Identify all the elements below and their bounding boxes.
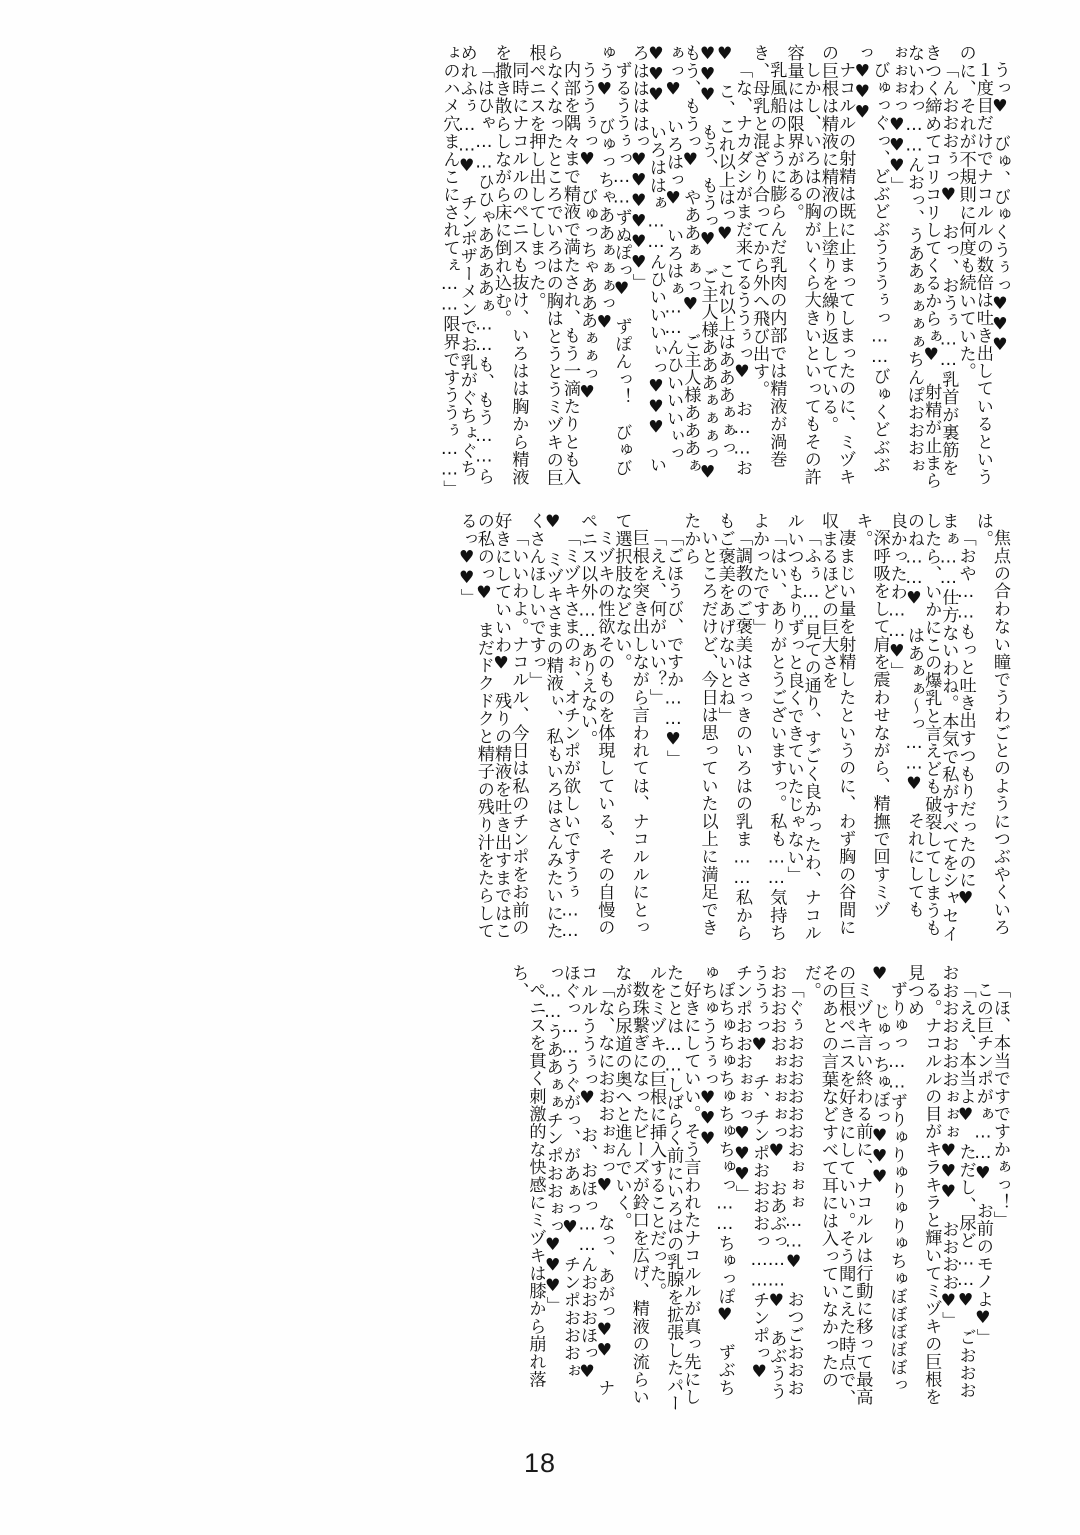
text-block-lower	[96, 964, 1008, 1414]
text-block-upper	[96, 44, 1010, 501]
text-block-middle	[96, 512, 1008, 944]
text-paragraph: 「ほ、本当ですですかぁっ！」	[990, 981, 1010, 1229]
text-paragraph: 「ミヅキさまのぉ、オチンポが欲しいですうぅ……♥ ミヅキさまの精液ぃ、私もいろはさんみたいにたくさんほしいですっ」	[525, 512, 580, 942]
text-paragraph: うううぅっ♥ びゅっちゃあああぁぁっ♥	[577, 61, 598, 403]
text-paragraph: ミヅキ言い終わる前に、ナコルルは行動に移って最高の巨根ペニスを好きにしていい。そう聞こえた時点で、そのあとの言葉などすべて耳には入っていなかったのだ。	[800, 964, 873, 1407]
text-paragraph: 「はひゃ……ひひゃああああぁ……も、もう……らめれふぅ……♥ チンポザーメンでお乳がぐちょぐちょのハメ穴まんこにされてぇ……限界ですううぅ……」	[439, 44, 494, 498]
text-paragraph: うっ♥ びゅ、びゅくうぅっ♥♥♥	[990, 61, 1010, 356]
text-paragraph: 数珠繋ぎになったビーズが鈴口を広げ、精液の流らいながら尿道の奥へと進んでいく。	[611, 964, 649, 1406]
text-paragraph: る。ナコルルの目がキラキラと輝いてミヅキの巨根を見つめ	[903, 964, 942, 1406]
text-paragraph: 深呼吸をして肩を震わせながら、精撫で回すミヅキ。	[852, 512, 890, 919]
text-paragraph: 凄まじい量を射精したというのに、わず胸の谷間に収まるほどの巨大さを	[817, 512, 856, 937]
text-paragraph: 乳風船のように膨らんだ乳肉の内部では精液が渦巻き、母乳と混ざり合ってから外へ飛び出す。	[749, 44, 787, 469]
text-paragraph: 「ええ、本当よ♥ ただし、尿ど……♥ ごおおおおおおおおおおぉぉぉ♥♥♥ おおおお♥」	[938, 964, 976, 1400]
text-paragraph: ずりゅっ……ずりゅりゅりゅりゅちゅぼぼぼぼぼっ♥ じゅっちゅぼっ♥♥♥	[869, 964, 907, 1394]
page-number: 18	[523, 1448, 557, 1478]
text-paragraph: びゅっぐっ、どぶどぶうううぅっ……びゅくどぶぶっ♥♥♥	[852, 44, 890, 474]
text-paragraph: １度目だけでナコルルの数倍は吐き出しているというのに、それが不規則に何度も続いていた。	[955, 44, 993, 486]
text-paragraph: 好きにしていい。そう言われたナコルルが真っ先にしたことは……しばらく前にいろはの乳腺を拡張したパールをミヅキの巨根に挿入することだった。	[645, 964, 701, 1413]
text-paragraph: 「おや……もっと吐き出すつもりだったのに♥ まぁ……仕方ないわね。本気で私がすべてをシャセイしたら、いかにこの爆乳と言えども破裂してしまうものね……♥ はあぁぁ～っ……♥ それにしても 良かったわ……♥」	[886, 512, 976, 943]
text-paragraph: 「な、ナカダシがまだ来てるううぅっ♥ お……お♥ こ、これ以上はっ♥ これ以上はあああぁぁっ♥♥♥ もう、もうっ♥ ご主人様あああぁぁぁっ♥ もう、もうっ♥ やああぁぁっ♥ ご主人様あああぁぁっ♥ いろはっ♥ いろはぁ……んひいいいぃっ♥♥♥ いろははぁ……んひいいいぃっ♥♥♥ いろははははっ♥♥♥♥♥♥」	[628, 44, 752, 501]
text-paragraph: 「んおおおぅっ♥ おっ、おうぅ……乳首が裏筋をきつく締めてコリコリしてくるからぁ♥ 射精が止まらないわっ……んおっ、うああぁぁぁぁちんぽおおおぉぉぉぉっ♥♥♥」	[886, 44, 959, 490]
text-paragraph: 「ええ、何がいい？」	[645, 529, 666, 706]
text-paragraph: 焦点の合わない瞳でうわごとのようにつぶやくいろは。	[972, 512, 1010, 937]
text-paragraph: 「調教のご褒美はさっきのいろはの乳ま……私からもご褒美をあげないとね」	[714, 512, 752, 942]
text-paragraph: ペニスを貫く刺激的な快感にミヅキは膝から崩れ落ち、	[508, 964, 546, 1389]
text-paragraph: しかし、いろはの胸がいくら大きいといってもその許容量には限界がある。	[783, 44, 821, 486]
text-paragraph: いところだけど、今日は思っていた以上に満足できたから	[680, 512, 718, 937]
text-paragraph: 巨根を突き出しながら言われては、ナコルルにとって選択肢などない。	[611, 512, 649, 937]
text-paragraph: 内部を隅々まで精液で満たされ、もう一滴たりとも入らなくなったところでいろはの胸はとうとうミヅキの巨根ペニスを押し出してしまった。	[525, 44, 580, 487]
text-paragraph: 「ぐぅおおおおおおおぉぉぉ……♥ おつごおおおおおおおおぉぉぉぉっ♥ おあぶっ……♥ あぶううううぅっ♥ チ、チンポおおおおっ……チンポっ♥ チンポおおおぉぉっ♥♥♥」	[731, 964, 804, 1401]
text-paragraph: 「いいわよ。ナコルル、今日は私のチンポをお前の好きにしていいわ♥ 残りの精液を吐き出すまではこの私のっ♥ まだドクドクと精子の残り汁をたらしてるっ♥♥」	[456, 512, 529, 940]
text-paragraph: 「ふぅ……見ての通り、すごく良かったわ、ナコルルいつもよりずっと良くできていたじゃない」	[783, 512, 821, 942]
text-paragraph: この巨チンポがぁ……♥ お前のモノよ♥」	[972, 981, 993, 1347]
text-paragraph: ぼちゅちゅちゅちゅちゅっ……ちゅっぽ♥ ずぶちゅちゅううぅっ♥♥♥	[697, 964, 735, 1397]
text-paragraph: 「はい、ありがとうございますっ。私も……気持ちよかったです」	[749, 512, 787, 942]
text-paragraph: ナコルルの射精は既に止まってしまったのに、ミヅキの巨根は精液に精液の上塗りを繰り返している。	[817, 44, 856, 486]
text-paragraph: 同時にナコルルのペニスも抜け、いろはは胸から精液を撒き散らしながら床に倒れ込む。	[491, 44, 529, 486]
text-paragraph: 「ごほうび、ですか……♥」	[663, 529, 684, 768]
text-paragraph: 「な、なにおおおぉぉっ♥ なっ、あがっ♥♥ ナコルルううぅっ♥ お、おほっ……んおおおほっ♥ ほぐっ……うぐがっ、があぁっ♥ チンポおおおぉっ……うああぁぁチンポおおぉっ♥♥♥」	[542, 964, 615, 1401]
text-paragraph: ずるううぅっ……ずぬぽっ♥ ずぽんっ！ びゅびゅう♥ びゅっちゃああぁぁぁっ♥	[594, 44, 632, 477]
text-paragraph: ミヅキの性欲そのものを体現している、その自慢のペニス以外……ありえない。	[577, 512, 615, 937]
